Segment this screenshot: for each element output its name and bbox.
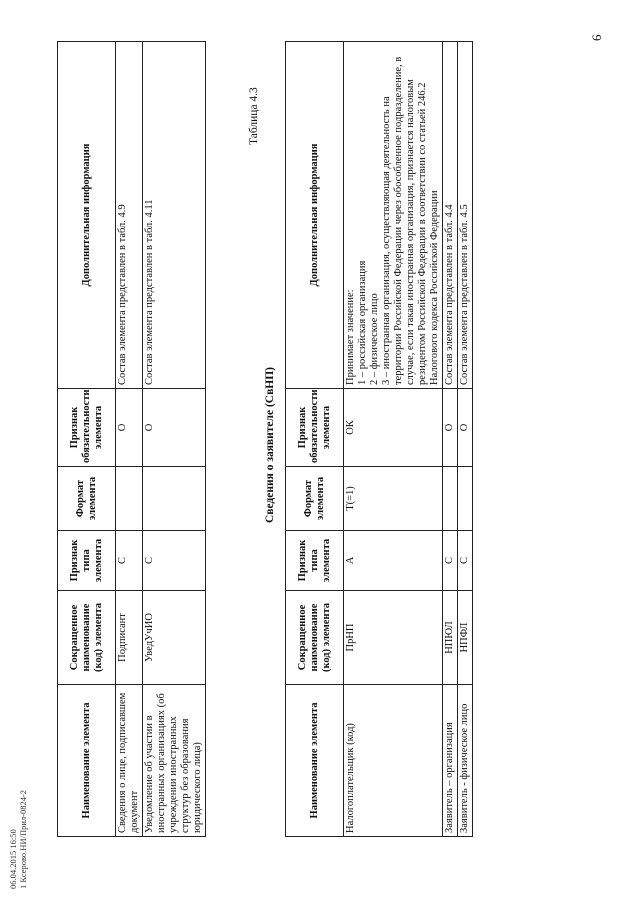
cell-additional-info: Состав элемента представлен в табл. 4.11 bbox=[143, 42, 206, 389]
cell-additional-info: Состав элемента представлен в табл. 4.4 bbox=[443, 42, 458, 389]
table-header-row bbox=[58, 42, 116, 837]
applicant-info-table bbox=[285, 41, 473, 837]
header-format: Формат элемента bbox=[58, 467, 116, 531]
page-number: 6 bbox=[589, 34, 604, 41]
header-format: Формат элемента bbox=[286, 467, 344, 531]
cell-required: ОК bbox=[344, 389, 443, 467]
header-required: Признак обязательности элемента bbox=[286, 389, 344, 467]
cell-element-name: Налогоплательщик (код) bbox=[344, 685, 443, 837]
table-number: Таблица 4.3 bbox=[248, 87, 260, 145]
table-header-row bbox=[286, 42, 344, 837]
cell-format: T(=1) bbox=[344, 467, 443, 531]
table-row bbox=[143, 42, 206, 837]
header-type: Признак типа элемента bbox=[286, 531, 344, 591]
cell-element-name: Сведения о лице, подписавшем документ bbox=[116, 685, 143, 837]
header-additional-info: Дополнительная информация bbox=[286, 42, 344, 389]
header-additional-info: Дополнительная информация bbox=[58, 42, 116, 389]
cell-required: О bbox=[116, 389, 143, 467]
cell-type: С bbox=[443, 531, 458, 591]
cell-type: А bbox=[344, 531, 443, 591]
cell-code: УведУчИО bbox=[143, 591, 206, 685]
cell-element-name: Заявитель – организация bbox=[443, 685, 458, 837]
header-code: Сокращенное наименование (код) элемента bbox=[286, 591, 344, 685]
stamp-line: 1 Ксерово.НИ/Прил-0824-2 bbox=[18, 789, 28, 889]
cell-code: ПрНП bbox=[344, 591, 443, 685]
cell-code: Подписант bbox=[116, 591, 143, 685]
cell-type: С bbox=[116, 531, 143, 591]
header-code: Сокращенное наименование (код) элемента bbox=[58, 591, 116, 685]
cell-format bbox=[458, 467, 473, 531]
cell-required: О bbox=[443, 389, 458, 467]
table-row bbox=[344, 42, 443, 837]
table-row bbox=[116, 42, 143, 837]
cell-required: О bbox=[143, 389, 206, 467]
cell-code: НПЮЛ bbox=[443, 591, 458, 685]
cell-type: С bbox=[143, 531, 206, 591]
cell-format bbox=[116, 467, 143, 531]
cell-additional-info: Состав элемента представлен в табл. 4.5 bbox=[458, 42, 473, 389]
cell-element-name: Уведомление об участии в иностранных организациях (об учреждении иностранных структур без образования юридического лица) bbox=[143, 685, 206, 837]
header-element-name: Наименование элемента bbox=[58, 685, 116, 837]
table-row bbox=[458, 42, 473, 837]
elements-table-continued bbox=[57, 41, 206, 837]
table-row bbox=[443, 42, 458, 837]
cell-type: С bbox=[458, 531, 473, 591]
print-stamp bbox=[8, 790, 28, 889]
header-element-name: Наименование элемента bbox=[286, 685, 344, 837]
cell-additional-info: Принимает значение: 1 – российская организация 2 – физическое лицо 3 – иностранная организация, осуществляющая деятельность на территории Российской Федерации через обособленное подразделение, в случае, если такая иностранная организация, признается налоговым резидентом Российской Федерации в соответствии со статьей 246.2 Налогового кодекса Российской Федерации bbox=[344, 42, 443, 389]
stamp-line: 06.04.2015 16:50 bbox=[8, 829, 18, 889]
cell-code: НПФЛ bbox=[458, 591, 473, 685]
table-title: Сведения о заявителе (СвНП) bbox=[264, 366, 276, 524]
cell-format bbox=[443, 467, 458, 531]
cell-element-name: Заявитель - физическое лицо bbox=[458, 685, 473, 837]
cell-format bbox=[143, 467, 206, 531]
header-type: Признак типа элемента bbox=[58, 531, 116, 591]
header-required: Признак обязательности элемента bbox=[58, 389, 116, 467]
cell-additional-info: Состав элемента представлен в табл. 4.9 bbox=[116, 42, 143, 389]
cell-required: О bbox=[458, 389, 473, 467]
